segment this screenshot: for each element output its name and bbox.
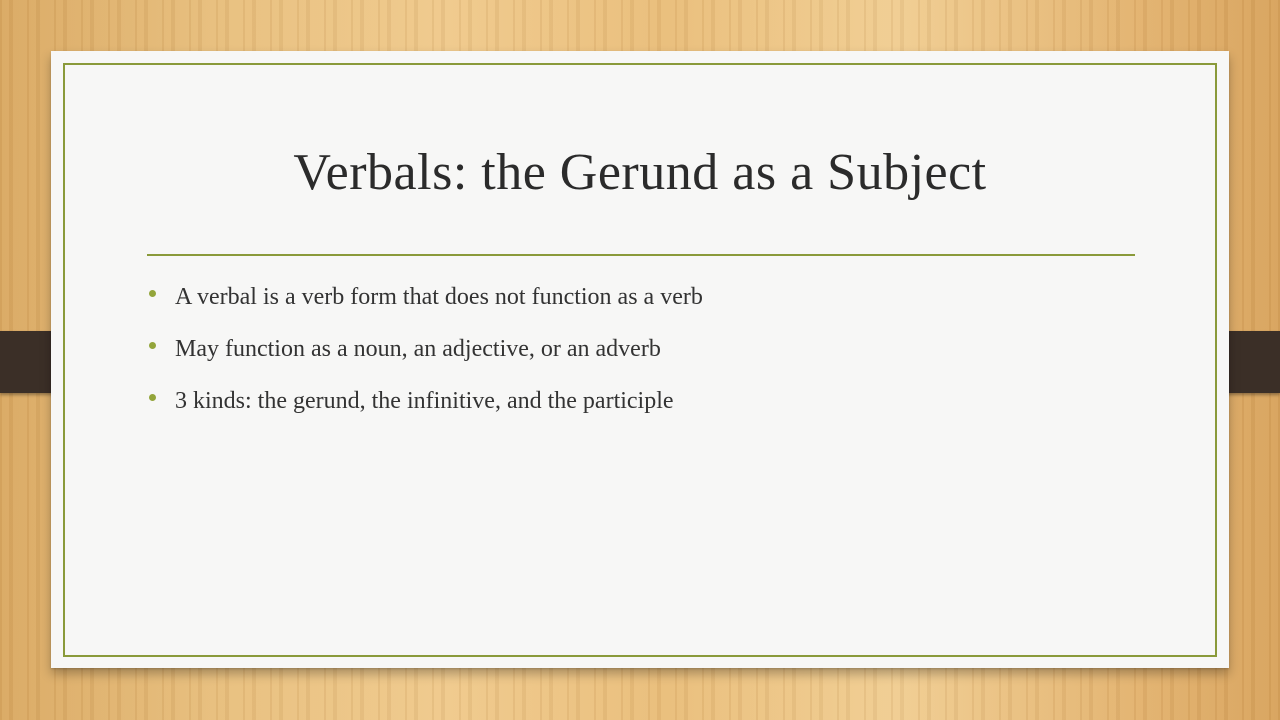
bullet-icon bbox=[149, 342, 156, 349]
bullet-icon bbox=[149, 290, 156, 297]
slide-title: Verbals: the Gerund as a Subject bbox=[293, 144, 987, 201]
bullet-icon bbox=[149, 394, 156, 401]
title-divider bbox=[147, 254, 1135, 256]
bullet-item bbox=[147, 378, 703, 430]
bullet-item bbox=[147, 274, 703, 326]
slide-card bbox=[51, 51, 1229, 668]
bullet-text: May function as a noun, an adjective, or an adverb bbox=[175, 336, 661, 362]
bullet-list bbox=[147, 274, 703, 430]
bullet-text: A verbal is a verb form that does not function as a verb bbox=[175, 284, 703, 310]
bullet-text: 3 kinds: the gerund, the infinitive, and the participle bbox=[175, 388, 674, 414]
bullet-item bbox=[147, 326, 703, 378]
